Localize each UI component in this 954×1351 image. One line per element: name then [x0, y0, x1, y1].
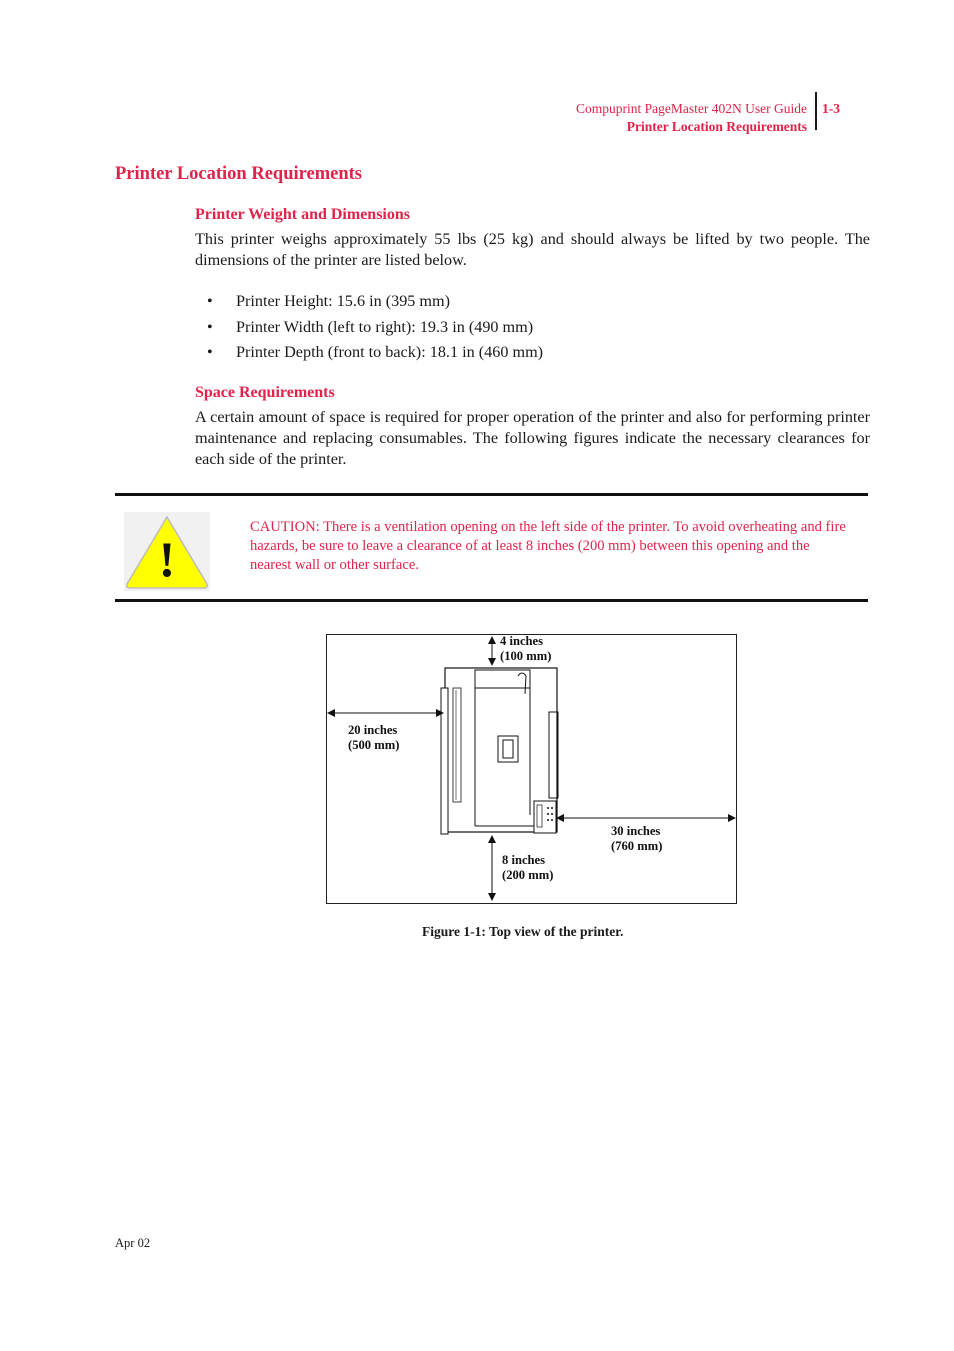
- footer-date: Apr 02: [115, 1236, 151, 1250]
- header-section: Printer Location Requirements: [626, 119, 807, 134]
- caution-text: CAUTION: There is a ventilation opening on the left side of the printer. To avoid overheating and fire hazards, be sure to leave a clearance of at least 8 inches (200 mm) between this opening and the nearest wall or other surface.: [250, 519, 846, 573]
- space-body: A certain amount of space is required for proper operation of the printer and also for performing printer maintenance and replacing consumables. The following figures indicate the necessary clearances for each side of the printer.: [195, 408, 870, 468]
- list-item: • Printer Depth (front to back): 18.1 in (460 mm): [195, 342, 543, 368]
- left-clearance-label: 20 inches (500 mm): [348, 723, 400, 752]
- weight-heading: Printer Weight and Dimensions: [195, 206, 410, 223]
- space-heading: Space Requirements: [195, 384, 335, 401]
- page-number: 1-3: [822, 101, 840, 116]
- right-clearance-label: 30 inches (760 mm): [611, 824, 663, 853]
- bottom-clearance-label: 8 inches (200 mm): [502, 853, 554, 882]
- header-doc-title: Compuprint PageMaster 402N User Guide: [576, 101, 807, 116]
- page-title: Printer Location Requirements: [115, 164, 362, 184]
- list-item: • Printer Height: 15.6 in (395 mm): [195, 291, 543, 317]
- weight-body: This printer weighs approximately 55 lbs (25 kg) and should always be lifted by two people. The dimensions of the printer are listed below.: [195, 230, 870, 269]
- figure-caption: Figure 1-1: Top view of the printer.: [422, 924, 624, 939]
- top-clearance-label: 4 inches (100 mm): [500, 634, 552, 663]
- svg-text:!: !: [158, 531, 176, 587]
- list-item: • Printer Width (left to right): 19.3 in (490 mm): [195, 317, 543, 343]
